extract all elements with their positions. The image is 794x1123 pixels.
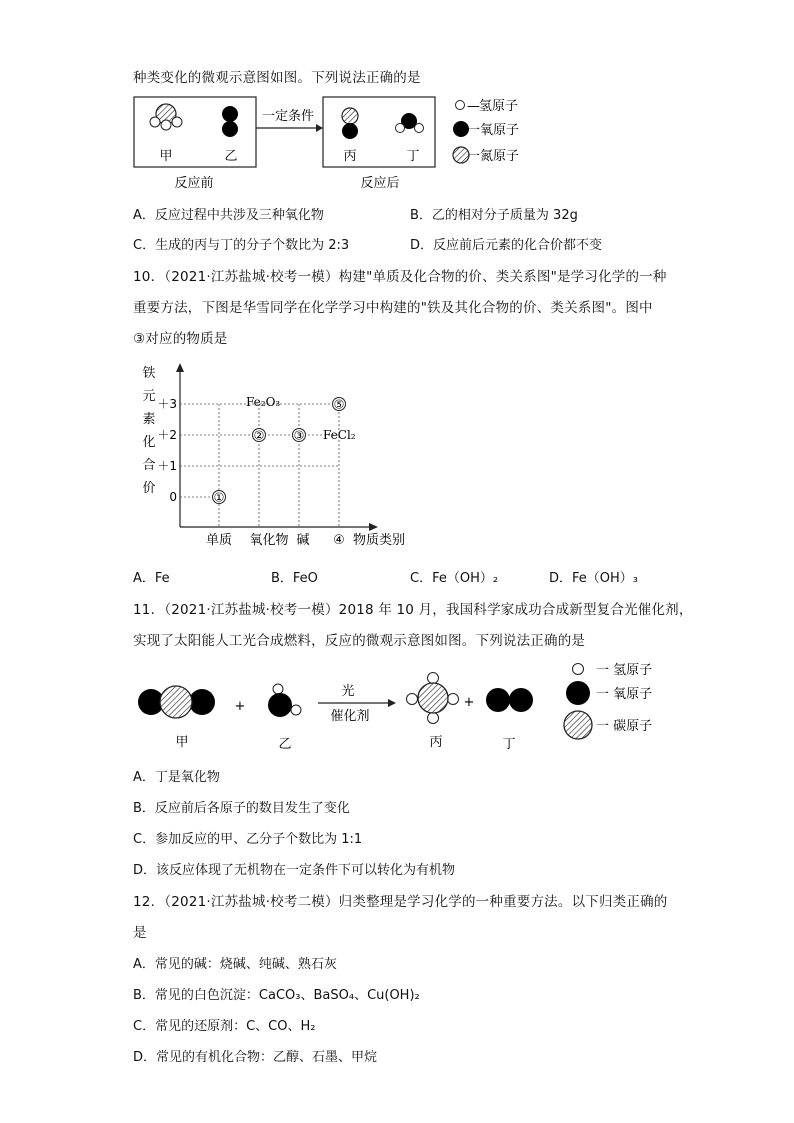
q10-point-label: ⑤ bbox=[333, 397, 345, 412]
q9-label-yi: 乙 bbox=[224, 149, 238, 164]
q10-y-title-char: 合 bbox=[142, 458, 156, 473]
q9-reaction-diagram bbox=[130, 92, 550, 192]
q11-legend-o: 一 氧原子 bbox=[596, 687, 653, 702]
q10-y-title-char: 价 bbox=[142, 481, 156, 496]
q9-bing-n-atom bbox=[342, 108, 358, 124]
q10-y-title-char: 元 bbox=[142, 389, 156, 404]
q10-y-tick-label: ＋2 bbox=[157, 428, 177, 442]
q9-label-jia: 甲 bbox=[159, 149, 173, 164]
q9-legend-o: 一氧原子 bbox=[467, 123, 520, 138]
q11-legend-c: 一 碳原子 bbox=[596, 719, 653, 734]
q9-legend-n: 一氮原子 bbox=[467, 149, 520, 164]
q11-jia-c-atom bbox=[160, 686, 192, 718]
q10-x-ticks bbox=[206, 532, 405, 548]
q10-x-tick-label: 氧化物 bbox=[249, 533, 289, 548]
q12-option-b[interactable]: B．常见的白色沉淀：CaCO₃、BaSO₄、Cu(OH)₂ bbox=[133, 988, 420, 1003]
q9-before-box bbox=[134, 97, 256, 167]
q11-option-a[interactable]: A．丁是氧化物 bbox=[133, 770, 220, 785]
q12-option-d[interactable]: D．常见的有机化合物：乙醇、石墨、甲烷 bbox=[133, 1050, 378, 1065]
q9-legend-h-icon bbox=[456, 101, 465, 110]
q9-option-b[interactable]: B．乙的相对分子质量为 32g bbox=[410, 208, 578, 223]
q10-point-label: ③ bbox=[293, 428, 305, 443]
q11-ding-o-atom bbox=[486, 688, 510, 712]
q10-option-c[interactable]: C．Fe（OH）₂ bbox=[410, 571, 499, 586]
q10-y-tick-label: 0 bbox=[169, 490, 177, 504]
q10-valence-chart bbox=[133, 360, 433, 555]
q11-bing-c-atom bbox=[418, 683, 448, 713]
q11-plus-1: + bbox=[234, 699, 246, 714]
q9-arrow-head bbox=[316, 124, 323, 132]
q10-x-tick-label: 碱 bbox=[296, 533, 310, 548]
q10-option-a[interactable]: A．Fe bbox=[133, 571, 170, 586]
q11-label-yi: 乙 bbox=[278, 737, 292, 752]
q10-gridlines bbox=[180, 404, 339, 527]
q9-label-ding: 丁 bbox=[406, 149, 420, 164]
q10-y-title-char: 铁 bbox=[142, 366, 156, 381]
q12-stem-line1: 12．（2021·江苏盐城·校考二模）归类整理是学习化学的一种重要方法。以下归类正确的 bbox=[133, 894, 668, 910]
q10-x-tick-label: 单质 bbox=[205, 533, 233, 548]
q11-stem-line2: 实现了太阳能人工光合成燃料，反应的微观示意图如图。下列说法正确的是 bbox=[133, 633, 586, 649]
q10-y-title-char: 素 bbox=[142, 412, 156, 427]
q11-legend-h-icon bbox=[573, 664, 584, 675]
q11-option-d[interactable]: D．该反应体现了无机物在一定条件下可以转化为有机物 bbox=[133, 863, 456, 878]
q9-legend-h: 氢原子 bbox=[479, 99, 519, 114]
q9-jia-h-atom bbox=[150, 117, 160, 127]
q9-yi-o-atom bbox=[222, 121, 238, 137]
q9-option-d[interactable]: D．反应前后元素的化合价都不变 bbox=[410, 238, 603, 253]
q10-point-label: ① bbox=[213, 490, 225, 505]
q11-legend-c-icon bbox=[564, 711, 592, 739]
q11-jia-o-atom bbox=[189, 689, 215, 715]
q11-arrow-bottom: 催化剂 bbox=[330, 709, 370, 724]
q9-yi-o-atom bbox=[222, 106, 238, 122]
q10-option-b[interactable]: B．FeO bbox=[271, 571, 318, 586]
q10-x-tick-label: ④ bbox=[333, 533, 345, 548]
q9-jia-h-atom bbox=[172, 117, 182, 127]
q11-plus-2: + bbox=[463, 695, 475, 710]
q11-yi-h-atom bbox=[273, 684, 283, 694]
q11-arrow-top: 光 bbox=[341, 684, 355, 699]
q9-option-a[interactable]: A．反应过程中共涉及三种氧化物 bbox=[133, 208, 324, 223]
q11-option-b[interactable]: B．反应前后各原子的数目发生了变化 bbox=[133, 801, 350, 816]
q11-bing-h-atom bbox=[448, 694, 459, 705]
q10-stem-line1: 10．（2021·江苏盐城·校考一模）构建"单质及化合物的价、类关系图"是学习化学的一种 bbox=[133, 269, 667, 285]
q9-legend-h-prefix: — bbox=[467, 99, 480, 114]
q11-arrow-head bbox=[388, 699, 396, 707]
q9-before-label: 反应前 bbox=[174, 176, 214, 191]
q10-y-axis-title bbox=[142, 365, 155, 496]
q12-option-a[interactable]: A．常见的碱：烧碱、纯碱、熟石灰 bbox=[133, 957, 337, 972]
q11-legend-h: 一 氢原子 bbox=[596, 663, 653, 678]
q11-bing-h-atom bbox=[428, 713, 439, 724]
q10-annotation: Fe₂O₃ bbox=[246, 395, 281, 409]
q11-reaction-diagram bbox=[130, 658, 670, 758]
q12-option-c[interactable]: C．常见的还原剂：C、CO、H₂ bbox=[133, 1019, 316, 1034]
q12-stem-line2: 是 bbox=[133, 925, 147, 941]
q11-bing-h-atom bbox=[407, 694, 418, 705]
q10-annotation: FeCl₂ bbox=[323, 428, 356, 442]
q9-bing-o-atom bbox=[342, 123, 358, 139]
q10-x-axis-arrow bbox=[369, 523, 378, 531]
q11-ding-o-atom bbox=[509, 688, 533, 712]
q10-point-label: ② bbox=[253, 428, 265, 443]
q11-label-jia: 甲 bbox=[175, 735, 189, 750]
q9-ding-h-atom bbox=[415, 124, 424, 133]
q11-option-c[interactable]: C．参加反应的甲、乙分子个数比为 1:1 bbox=[133, 832, 363, 847]
q11-stem-line1: 11．（2021·江苏盐城·校考一模）2018 年 10 月，我国科学家成功合成新型复合光催化剂， bbox=[133, 602, 693, 618]
q10-option-d[interactable]: D．Fe（OH）₃ bbox=[549, 571, 638, 586]
q9-label-bing: 丙 bbox=[343, 149, 357, 164]
q11-legend-o-icon bbox=[566, 681, 590, 705]
q9-ding-h-atom bbox=[396, 124, 405, 133]
q10-y-tick-label: ＋3 bbox=[157, 397, 177, 411]
q9-jia-h-atom bbox=[161, 120, 171, 130]
q11-bing-h-atom bbox=[428, 673, 439, 684]
q9-stem: 种类变化的微观示意图如图。下列说法正确的是 bbox=[133, 70, 421, 86]
q10-x-axis-title: 物质类别 bbox=[353, 533, 406, 548]
q10-stem-line3: ③对应的物质是 bbox=[133, 331, 228, 347]
q9-option-c[interactable]: C．生成的丙与丁的分子个数比为 2:3 bbox=[133, 238, 350, 253]
q10-y-axis-arrow bbox=[176, 363, 184, 372]
q10-stem-line2: 重要方法，下图是华雪同学在化学学习中构建的"铁及其化合物的价、类关系图"。图中 bbox=[133, 300, 653, 316]
q11-label-bing: 丙 bbox=[429, 735, 443, 750]
q11-yi-o-atom bbox=[268, 693, 292, 717]
q10-y-tick-label: ＋1 bbox=[157, 459, 177, 473]
q10-points bbox=[213, 398, 346, 505]
q10-y-ticks bbox=[157, 397, 177, 504]
q11-label-ding: 丁 bbox=[502, 737, 516, 752]
q11-yi-h-atom bbox=[291, 705, 301, 715]
q10-y-title-char: 化 bbox=[142, 435, 156, 450]
q9-arrow-label: 一定条件 bbox=[261, 109, 315, 124]
q9-after-label: 反应后 bbox=[360, 176, 400, 191]
